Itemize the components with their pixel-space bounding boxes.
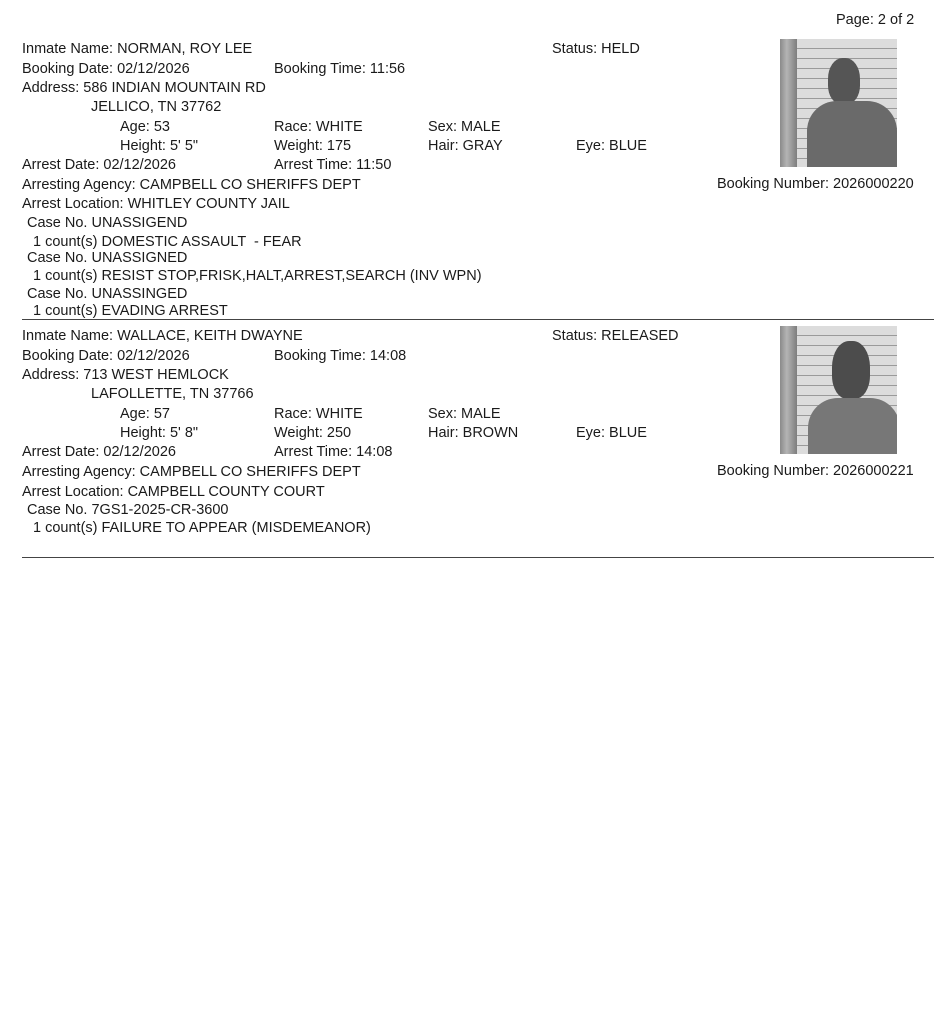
booking-number: Booking Number: 2026000221 [717, 463, 914, 479]
height: Height: 5' 8" [120, 425, 199, 441]
booking-date: Booking Date: 02/12/2026 [22, 348, 190, 364]
arresting-agency: Arresting Agency: CAMPBELL CO SHERIFFS DEPT [22, 177, 361, 193]
case-number: Case No. 7GS1-2025-CR-3600 [27, 502, 229, 518]
record-divider [22, 557, 934, 558]
weight: Weight: 175 [274, 138, 352, 154]
address-line2: LAFOLLETTE, TN 37766 [91, 386, 254, 402]
sex: Sex: MALE [428, 119, 501, 135]
sex: Sex: MALE [428, 406, 501, 422]
age: Age: 53 [120, 119, 170, 135]
hair: Hair: GRAY [428, 138, 503, 154]
case-number: Case No. UNASSINGED [27, 286, 188, 302]
age: Age: 57 [120, 406, 170, 422]
inmate-name: Inmate Name: NORMAN, ROY LEE [22, 41, 253, 57]
arrest-time: Arrest Time: 14:08 [274, 444, 393, 460]
record-divider [22, 319, 934, 320]
arrest-location: Arrest Location: CAMPBELL COUNTY COURT [22, 484, 325, 500]
mugshot-photo [780, 326, 897, 454]
hair: Hair: BROWN [428, 425, 519, 441]
address-line1: Address: 586 INDIAN MOUNTAIN RD [22, 80, 266, 96]
mugshot-photo [780, 39, 897, 167]
address-line1: Address: 713 WEST HEMLOCK [22, 367, 229, 383]
height: Height: 5' 5" [120, 138, 199, 154]
race: Race: WHITE [274, 119, 363, 135]
race: Race: WHITE [274, 406, 363, 422]
arresting-agency: Arresting Agency: CAMPBELL CO SHERIFFS DEPT [22, 464, 361, 480]
charge-count: 1 count(s) FAILURE TO APPEAR (MISDEMEANOR) [33, 520, 371, 536]
status: Status: HELD [552, 41, 640, 57]
arrest-time: Arrest Time: 11:50 [274, 157, 392, 173]
inmate-name: Inmate Name: WALLACE, KEITH DWAYNE [22, 328, 303, 344]
arrest-date: Arrest Date: 02/12/2026 [22, 444, 176, 460]
page-number: Page: 2 of 2 [836, 12, 915, 28]
booking-number: Booking Number: 2026000220 [717, 176, 914, 192]
eye: Eye: BLUE [576, 138, 647, 154]
case-number: Case No. UNASSIGNED [27, 250, 188, 266]
arrest-location: Arrest Location: WHITLEY COUNTY JAIL [22, 196, 290, 212]
booking-time: Booking Time: 14:08 [274, 348, 407, 364]
charge-count: 1 count(s) EVADING ARREST [33, 303, 228, 319]
charge-count: 1 count(s) RESIST STOP,FRISK,HALT,ARREST,SEARCH (INV WPN) [33, 268, 482, 284]
weight: Weight: 250 [274, 425, 352, 441]
eye: Eye: BLUE [576, 425, 647, 441]
arrest-date: Arrest Date: 02/12/2026 [22, 157, 176, 173]
status: Status: RELEASED [552, 328, 679, 344]
address-line2: JELLICO, TN 37762 [91, 99, 222, 115]
case-number: Case No. UNASSIGEND [27, 215, 188, 231]
booking-date: Booking Date: 02/12/2026 [22, 61, 190, 77]
booking-time: Booking Time: 11:56 [274, 61, 406, 77]
charge-count: 1 count(s) DOMESTIC ASSAULT - FEAR [33, 234, 302, 250]
